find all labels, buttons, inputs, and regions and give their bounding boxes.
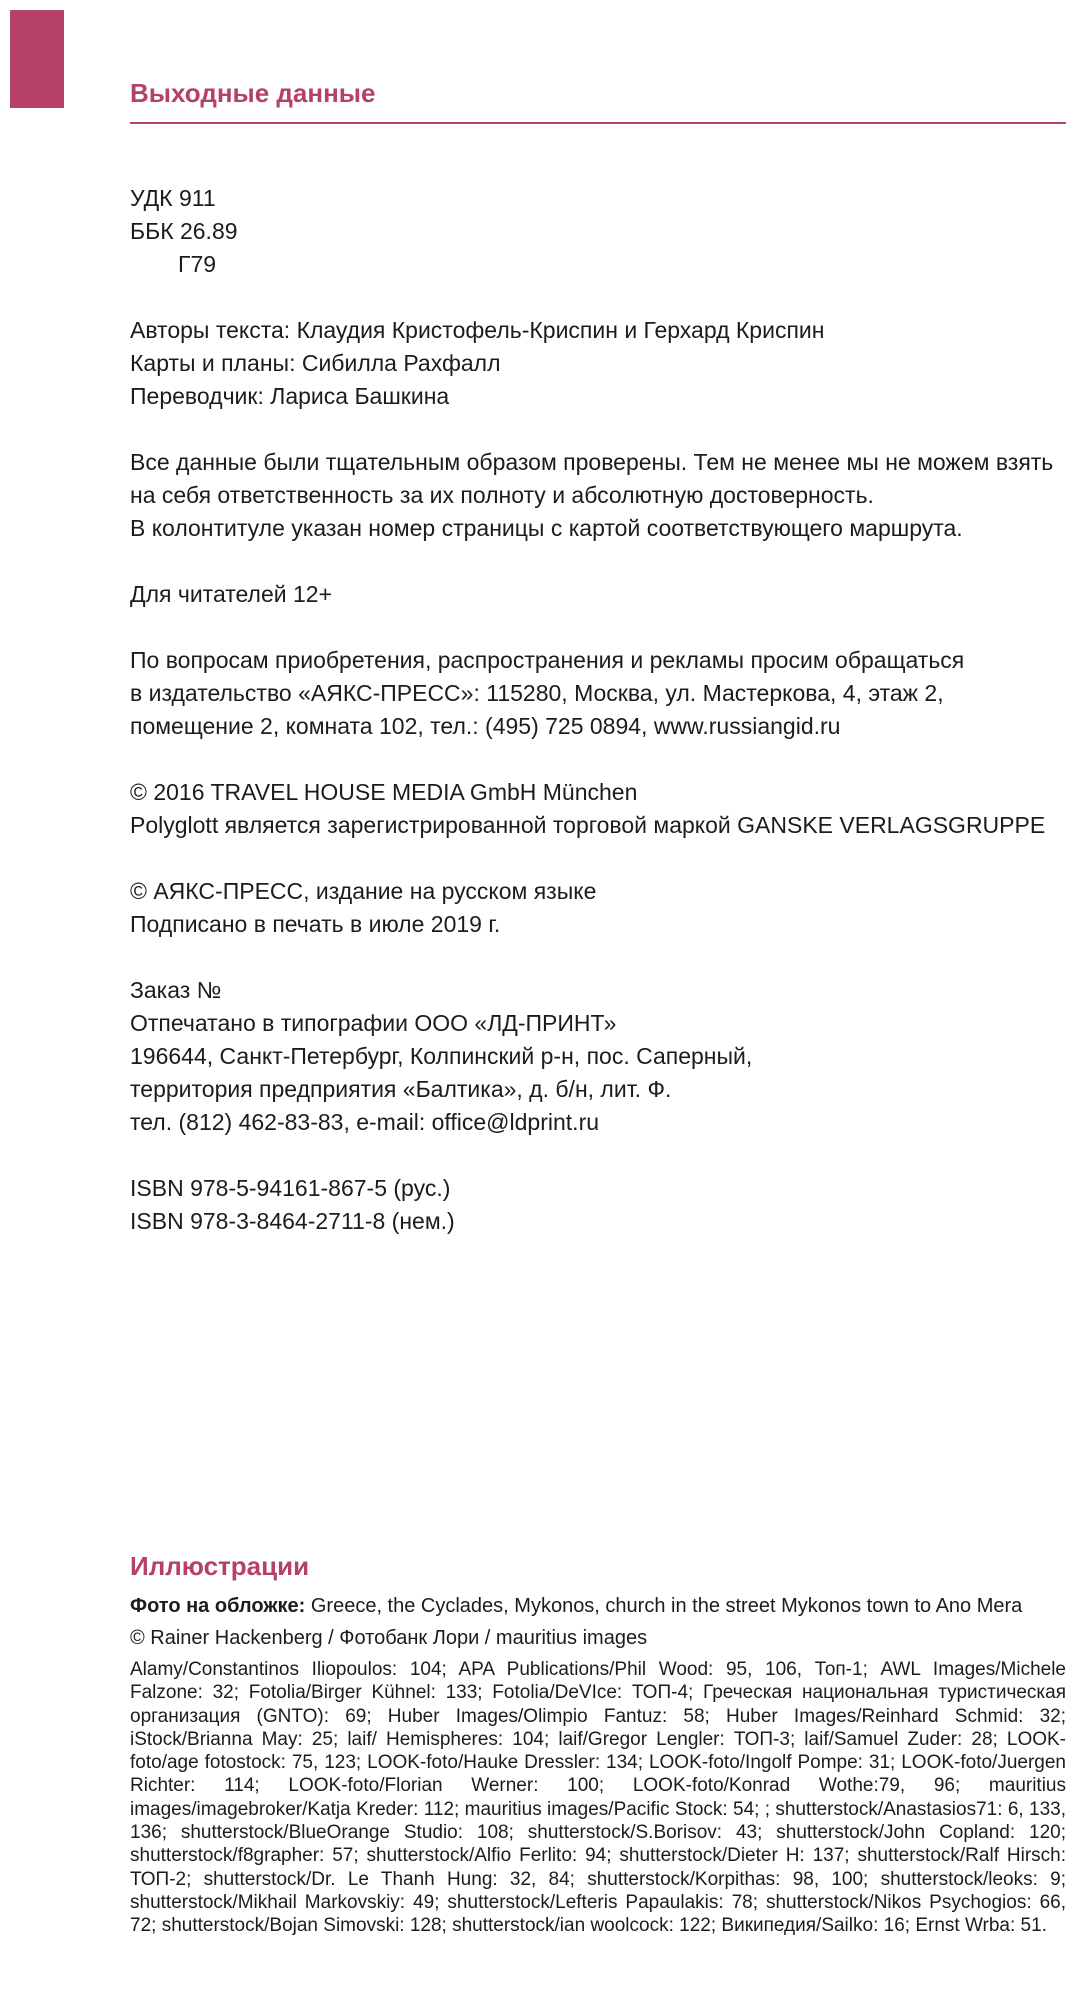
age-rating: Для читателей 12+ <box>130 581 333 607</box>
printer-address: территория предприятия «Балтика», д. б/н, лит. Ф. <box>130 1076 672 1102</box>
classification-block <box>130 182 1066 281</box>
printer-address: 196644, Санкт-Петербург, Колпинский р-н, пос. Саперный, <box>130 1043 753 1069</box>
cover-photo-description: Greece, the Cyclades, Mykonos, church in the street Mykonos town to Ano Mera <box>305 1595 1023 1617</box>
copyright-line: © АЯКС-ПРЕСС, издание на русском языке <box>130 878 597 904</box>
isbn-german: ISBN 978-3-8464-2711-8 (нем.) <box>130 1208 455 1234</box>
isbn-russian: ISBN 978-5-94161-867-5 (рус.) <box>130 1175 451 1201</box>
disclaimer-line: на себя ответственность за их полноту и абсолютную достоверность. <box>130 482 874 508</box>
cover-photo-caption <box>130 1590 1066 1622</box>
age-rating-block <box>130 578 1066 611</box>
disclaimer-block <box>130 446 1066 545</box>
sales-line: помещение 2, комната 102, тел.: (495) 725 0894, www.russiangid.ru <box>130 713 841 739</box>
illustrations-section <box>130 1548 1066 1938</box>
corner-tab-marker <box>10 10 64 108</box>
bbk-code: ББК 26.89 <box>130 218 238 244</box>
contributor-maps: Карты и планы: Сибилла Рахфалл <box>130 350 501 376</box>
print-date-line: Подписано в печать в июле 2019 г. <box>130 911 501 937</box>
sales-line: По вопросам приобретения, распространения и рекламы просим обращаться <box>130 647 965 673</box>
contributor-authors: Авторы текста: Клаудия Кристофель-Криспин и Герхард Криспин <box>130 317 825 343</box>
sales-contact-block <box>130 644 1066 743</box>
printing-house-block <box>130 974 1066 1139</box>
cover-photo-label: Фото на обложке: <box>130 1595 306 1617</box>
copyright-line: © 2016 TRAVEL HOUSE MEDIA GmbH München <box>130 779 638 805</box>
disclaimer-line: В колонтитуле указан номер страницы с картой соответствующего маршрута. <box>130 515 963 541</box>
contributors-block <box>130 314 1066 413</box>
illustrations-heading: Иллюстрации <box>130 1551 310 1581</box>
contributor-translator: Переводчик: Лариса Башкина <box>130 383 450 409</box>
udk-code: УДК 911 <box>130 185 216 211</box>
sales-line: в издательство «АЯКС-ПРЕСС»: 115280, Москва, ул. Мастеркова, 4, этаж 2, <box>130 680 944 706</box>
title-divider <box>130 122 1066 124</box>
printer-name: Отпечатано в типографии ООО «ЛД-ПРИНТ» <box>130 1010 617 1036</box>
order-number: Заказ № <box>130 977 222 1003</box>
russian-edition-block <box>130 875 1066 941</box>
page-title: Выходные данные <box>130 78 376 108</box>
original-copyright-block <box>130 776 1066 842</box>
printer-contact: тел. (812) 462-83-83, e-mail: office@ldprint.ru <box>130 1109 600 1135</box>
author-mark: Г79 <box>178 251 217 277</box>
trademark-line: Polyglott является зарегистрированной торговой маркой GANSKE VERLAGSGRUPPE <box>130 812 1046 838</box>
disclaimer-line: Все данные были тщательным образом проверены. Тем не менее мы не можем взять <box>130 449 1054 475</box>
cover-photo-credit: © Rainer Hackenberg / Фотобанк Лори / mauritius images <box>130 1627 648 1649</box>
imprint-body <box>130 182 1066 1238</box>
photo-credits: Alamy/Constantinos Iliopoulos: 104; APA Publications/Phil Wood: 95, 106, Топ-1; AWL Images/Michele Falzone: 32; Fotolia/Birger Kühnel: 133; Fotolia/DeVIce: ТОП-4; Греческая национальная туристическая организация (GNTO): 69; Huber Images/Olimpio Fantuz: 58; Huber Images/Reinhard Schmid: 32; iStock/Brianna May: 25; laif/ Hemispheres: 104; laif/Gregor Lengler: ТОП-3; laif/Samuel Zuder: 28; LOOK-foto/age fotostock: 75, 123; LOOK-foto/Hauke Dressler: 134; LOOK-foto/Ingolf Pompe: 31; LOOK-foto/Juergen Richter: 114; LOOK-foto/Florian Werner: 100; LOOK-foto/Konrad Wothe:79, 96; mauritius images/imagebroker/Katja Kreder: 112; mauritius images/Pacific Stock: 54; ; shutterstock/Anastasios71: 6, 133, 136; shutterstock/BlueOrange Studio: 108; shutterstock/S.Borisov: 43; shutterstock/John Copland: 120; shutterstock/f8grapher: 57; shutterstock/Alfio Ferlito: 94; shutterstock/Dieter H: 137; shutterstock/Ralf Hirsch: ТОП-2; shutterstock/Dr. Le Thanh Hung: 32, 84; shutterstock/Korpithas: 98, 100; shutterstock/leoks: 9; shutterstock/Mikhail Markovskiy: 49; shutterstock/Lefteris Papaulakis: 78; shutterstock/Nikos Psychogios: 66, 72; shutterstock/Bojan Simovski: 128; shutterstock/ian woolcock: 122; Википедия/Sailko: 16; Ernst Wrba: 51. <box>130 1659 1066 1937</box>
